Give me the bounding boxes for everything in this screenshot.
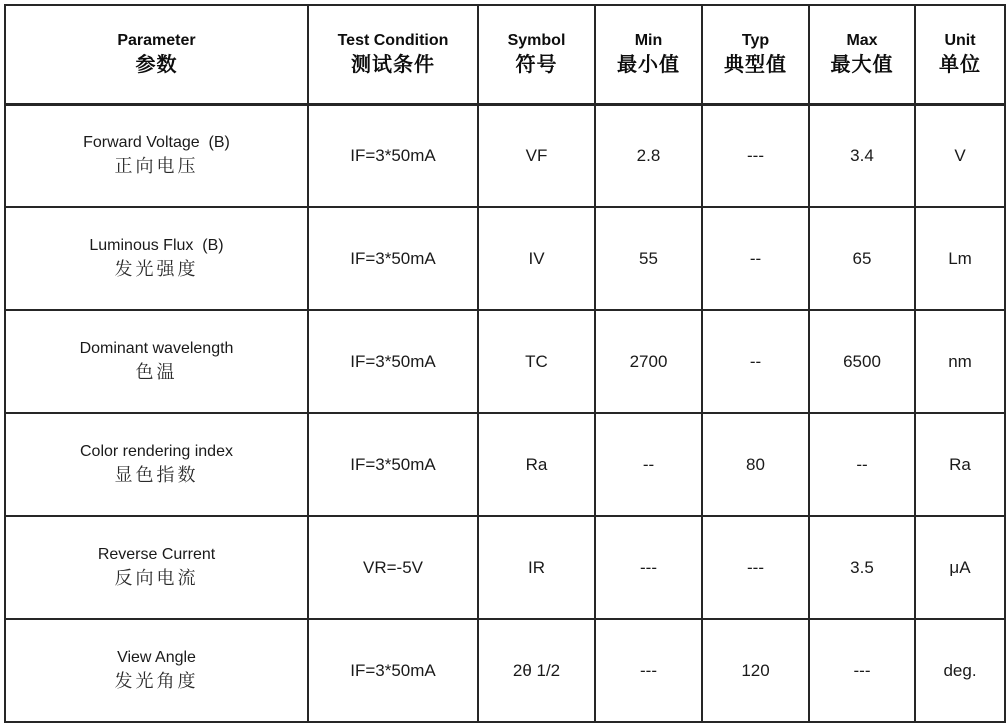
column-header-parameter xyxy=(5,5,308,104)
parameter-name-zh: 色温 xyxy=(135,362,178,383)
cell-parameter xyxy=(5,619,308,722)
column-header-parameter-zh: 参数 xyxy=(135,53,178,76)
cell-test-condition: IF=3*50mA xyxy=(308,619,478,722)
cell-max: 3.4 xyxy=(809,104,915,207)
table-row-forward-voltage xyxy=(5,104,1005,207)
column-header-symbol-zh: 符号 xyxy=(515,53,558,76)
cell-typ: -- xyxy=(702,207,809,310)
parameter-name-en: Color rendering index xyxy=(80,442,233,460)
cell-min: 55 xyxy=(595,207,702,310)
cell-max: -- xyxy=(809,413,915,516)
column-header-parameter-en: Parameter xyxy=(117,31,196,49)
cell-symbol: VF xyxy=(478,104,595,207)
cell-min: 2.8 xyxy=(595,104,702,207)
column-header-min-en: Min xyxy=(634,31,663,49)
cell-unit: nm xyxy=(915,310,1005,413)
column-header-min xyxy=(595,5,702,104)
cell-min: --- xyxy=(595,619,702,722)
cell-symbol: 2θ 1/2 xyxy=(478,619,595,722)
cell-unit: V xyxy=(915,104,1005,207)
cell-min: -- xyxy=(595,413,702,516)
cell-min: 2700 xyxy=(595,310,702,413)
cell-typ: 80 xyxy=(702,413,809,516)
cell-parameter xyxy=(5,207,308,310)
parameter-name-en: Forward Voltage (B) xyxy=(83,133,230,151)
table-row-color-rendering-index xyxy=(5,413,1005,516)
column-header-symbol xyxy=(478,5,595,104)
parameter-name-zh: 反向电流 xyxy=(114,568,199,589)
column-header-test-condition-zh: 测试条件 xyxy=(351,53,435,76)
column-header-max xyxy=(809,5,915,104)
spec-table xyxy=(4,4,1006,723)
parameter-name-zh: 发光角度 xyxy=(114,671,199,692)
column-header-test-condition-en: Test Condition xyxy=(337,31,449,49)
column-header-unit-en: Unit xyxy=(944,31,976,49)
parameter-name-zh: 正向电压 xyxy=(114,156,199,177)
cell-unit: deg. xyxy=(915,619,1005,722)
cell-max: 6500 xyxy=(809,310,915,413)
cell-max: --- xyxy=(809,619,915,722)
parameter-name-en: Luminous Flux (B) xyxy=(89,236,224,254)
cell-test-condition: IF=3*50mA xyxy=(308,413,478,516)
cell-typ: -- xyxy=(702,310,809,413)
column-header-typ xyxy=(702,5,809,104)
cell-test-condition: IF=3*50mA xyxy=(308,310,478,413)
column-header-max-zh: 最大值 xyxy=(830,53,894,76)
cell-symbol: Ra xyxy=(478,413,595,516)
column-header-test-condition xyxy=(308,5,478,104)
column-header-unit-zh: 单位 xyxy=(939,53,981,76)
cell-symbol: IV xyxy=(478,207,595,310)
table-row-reverse-current xyxy=(5,516,1005,619)
parameter-name-zh: 发光强度 xyxy=(114,259,199,280)
column-header-typ-zh: 典型值 xyxy=(724,53,787,76)
column-header-min-zh: 最小值 xyxy=(617,53,680,76)
column-header-unit xyxy=(915,5,1005,104)
cell-parameter xyxy=(5,104,308,207)
cell-unit: Lm xyxy=(915,207,1005,310)
cell-parameter xyxy=(5,516,308,619)
parameter-name-en: Dominant wavelength xyxy=(79,339,234,357)
cell-unit: μA xyxy=(915,516,1005,619)
cell-parameter xyxy=(5,413,308,516)
parameter-name-en: View Angle xyxy=(117,648,196,666)
cell-unit: Ra xyxy=(915,413,1005,516)
column-header-symbol-en: Symbol xyxy=(507,31,566,49)
cell-test-condition: IF=3*50mA xyxy=(308,104,478,207)
cell-max: 65 xyxy=(809,207,915,310)
cell-test-condition: IF=3*50mA xyxy=(308,207,478,310)
cell-min: --- xyxy=(595,516,702,619)
cell-typ: 120 xyxy=(702,619,809,722)
column-header-typ-en: Typ xyxy=(741,31,770,49)
parameter-name-en: Reverse Current xyxy=(97,545,216,563)
cell-parameter xyxy=(5,310,308,413)
cell-typ: --- xyxy=(702,104,809,207)
cell-symbol: TC xyxy=(478,310,595,413)
cell-max: 3.5 xyxy=(809,516,915,619)
table-row-luminous-flux xyxy=(5,207,1005,310)
parameter-name-zh: 显色指数 xyxy=(114,465,199,486)
table-row-view-angle xyxy=(5,619,1005,722)
cell-typ: --- xyxy=(702,516,809,619)
cell-symbol: IR xyxy=(478,516,595,619)
cell-test-condition: VR=-5V xyxy=(308,516,478,619)
table-row-dominant-wavelength xyxy=(5,310,1005,413)
column-header-max-en: Max xyxy=(846,31,878,49)
table-header-row xyxy=(5,5,1005,104)
